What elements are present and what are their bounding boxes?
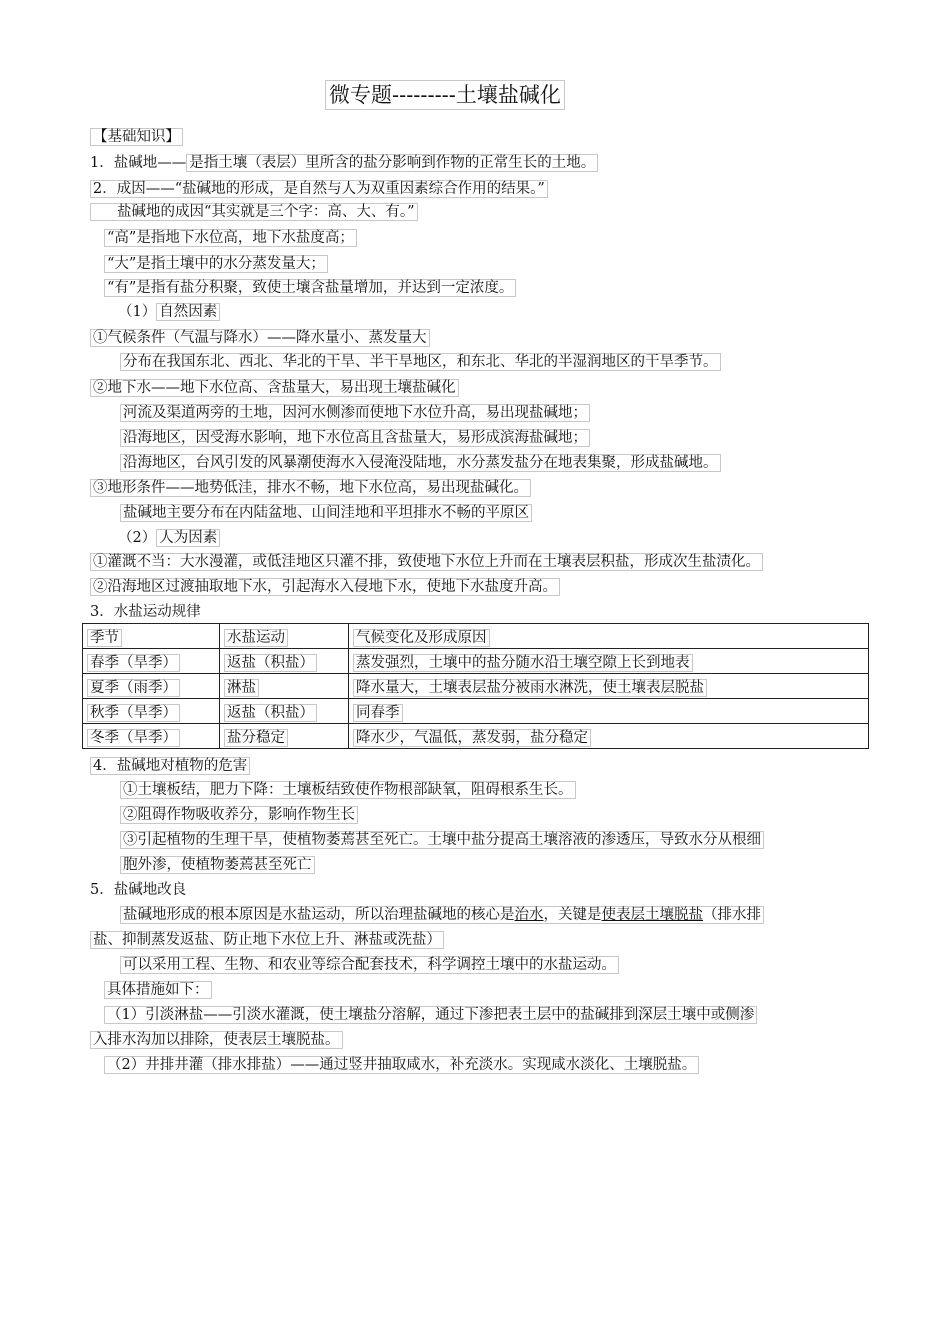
table-row: 秋季（旱季） 返盐（积盐） 同春季	[83, 699, 869, 724]
measure-2: （2）井排井灌（排水排盐）——通过竖井抽取咸水，补充淡水。实现咸水淡化、土壤脱盐。	[104, 1055, 699, 1075]
measure-1a: （1）引淡淋盐——引淡水灌溉，使土壤盐分溶解，通过下渗把表土层中的盐碱排到深层土壤中或侧渗	[104, 1005, 757, 1025]
section-heading-basic: 【基础知识】	[90, 127, 183, 147]
natural-climate: ①气候条件（气温与降水）——降水量小、蒸发量大	[90, 328, 430, 348]
natural-terrain: ③地形条件——地势低洼，排水不畅，地下水位高，易出现盐碱化。	[90, 478, 531, 498]
improve-para-2: 可以采用工程、生物、和农业等综合配套技术，科学调控土壤中的水盐运动。	[120, 955, 619, 975]
human-irrigation: ①灌溉不当：大水漫灌，或低洼地区只灌不排，致使地下水位上升而在土壤表层积盐，形成次生盐渍化。	[90, 552, 763, 572]
improve-para-1b: 盐、抑制蒸发返盐、防止地下水位上升、淋盐或洗盐）	[90, 930, 444, 950]
natural-groundwater-c: 沿海地区，台风引发的风暴潮使海水入侵淹没陆地，水分蒸发盐分在地表集聚，形成盐碱地。	[120, 453, 721, 473]
human-groundwater: ②沿海地区过渡抽取地下水，引起海水入侵地下水，使地下水盐度升高。	[90, 577, 560, 597]
improve-para-1a: 盐碱地形成的根本原因是水盐运动，所以治理盐碱地的核心是治水，关键是使表层土壤脱盐（排水排	[120, 905, 764, 925]
human-factors-heading: （2） 人为因素	[118, 528, 220, 548]
natural-climate-sub: 分布在我国东北、西北、华北的干旱、半干旱地区，和东北、华北的半湿润地区的干旱季节。	[120, 352, 721, 372]
table-row: 夏季（雨季） 淋盐 降水量大，土壤表层盐分被雨水淋洗，使土壤表层脱盐	[83, 674, 869, 699]
definition-line: 1．盐碱地—— 是指土壤（表层）里所含的盐分影响到作物的正常生长的土地。	[90, 153, 598, 173]
table-header-row: 季节 水盐运动 气候变化及形成原因	[83, 624, 869, 649]
harm-3a: ③引起植物的生理干旱，使植物萎蔫甚至死亡。土壤中盐分提高土壤溶液的渗透压，导致水分从根细	[120, 830, 764, 850]
natural-terrain-sub: 盐碱地主要分布在内陆盆地、山间洼地和平坦排水不畅的平原区	[120, 503, 532, 523]
page-title: 微专题---------土壤盐碱化	[325, 80, 565, 110]
measures-heading: 具体措施如下：	[104, 980, 212, 1000]
natural-factors-heading: （1） 自然因素	[118, 302, 220, 322]
natural-groundwater-a: 河流及渠道两旁的土地，因河水侧渗而使地下水位升高，易出现盐碱地；	[120, 403, 590, 423]
harm-1: ①土壤板结，肥力下降：土壤板结致使作物根部缺氧，阻碍根系生长。	[120, 780, 576, 800]
cause-gao: “高”是指地下水位高，地下水盐度高；	[104, 228, 357, 248]
cause-you: “有”是指有盐分积聚，致使土壤含盐量增加，并达到一定浓度。	[104, 278, 516, 298]
natural-groundwater-b: 沿海地区，因受海水影响，地下水位高且含盐量大，易形成滨海盐碱地；	[120, 428, 590, 448]
harm-3b: 胞外渗，使植物萎蔫甚至死亡	[120, 855, 315, 875]
cause-line: 2．成因——“盐碱地的形成，是自然与人为双重因素综合作用的结果。”	[90, 179, 548, 199]
table-row: 春季（旱季） 返盐（积盐） 蒸发强烈，土壤中的盐分随水沿土壤空隙上长到地表	[83, 649, 869, 674]
harm-2: ②阻碍作物吸收养分，影响作物生长	[120, 805, 358, 825]
cause-da: “大”是指土壤中的水分蒸发量大；	[104, 254, 328, 274]
cause-sub-line: 盐碱地的成因“其实就是三个字：高、大、有。”	[90, 202, 418, 222]
section-improve: 5．盐碱地改良	[90, 882, 187, 898]
section-water-salt: 3．水盐运动规律	[90, 604, 201, 620]
measure-1b: 入排水沟加以排除，使表层土壤脱盐。	[90, 1030, 343, 1050]
table-row: 冬季（旱季） 盐分稳定 降水少，气温低，蒸发弱，盐分稳定	[83, 724, 869, 749]
section-harm: 4．盐碱地对植物的危害	[90, 756, 250, 776]
water-salt-table	[82, 623, 869, 749]
natural-groundwater: ②地下水——地下水位高、含盐量大，易出现土壤盐碱化	[90, 378, 459, 398]
